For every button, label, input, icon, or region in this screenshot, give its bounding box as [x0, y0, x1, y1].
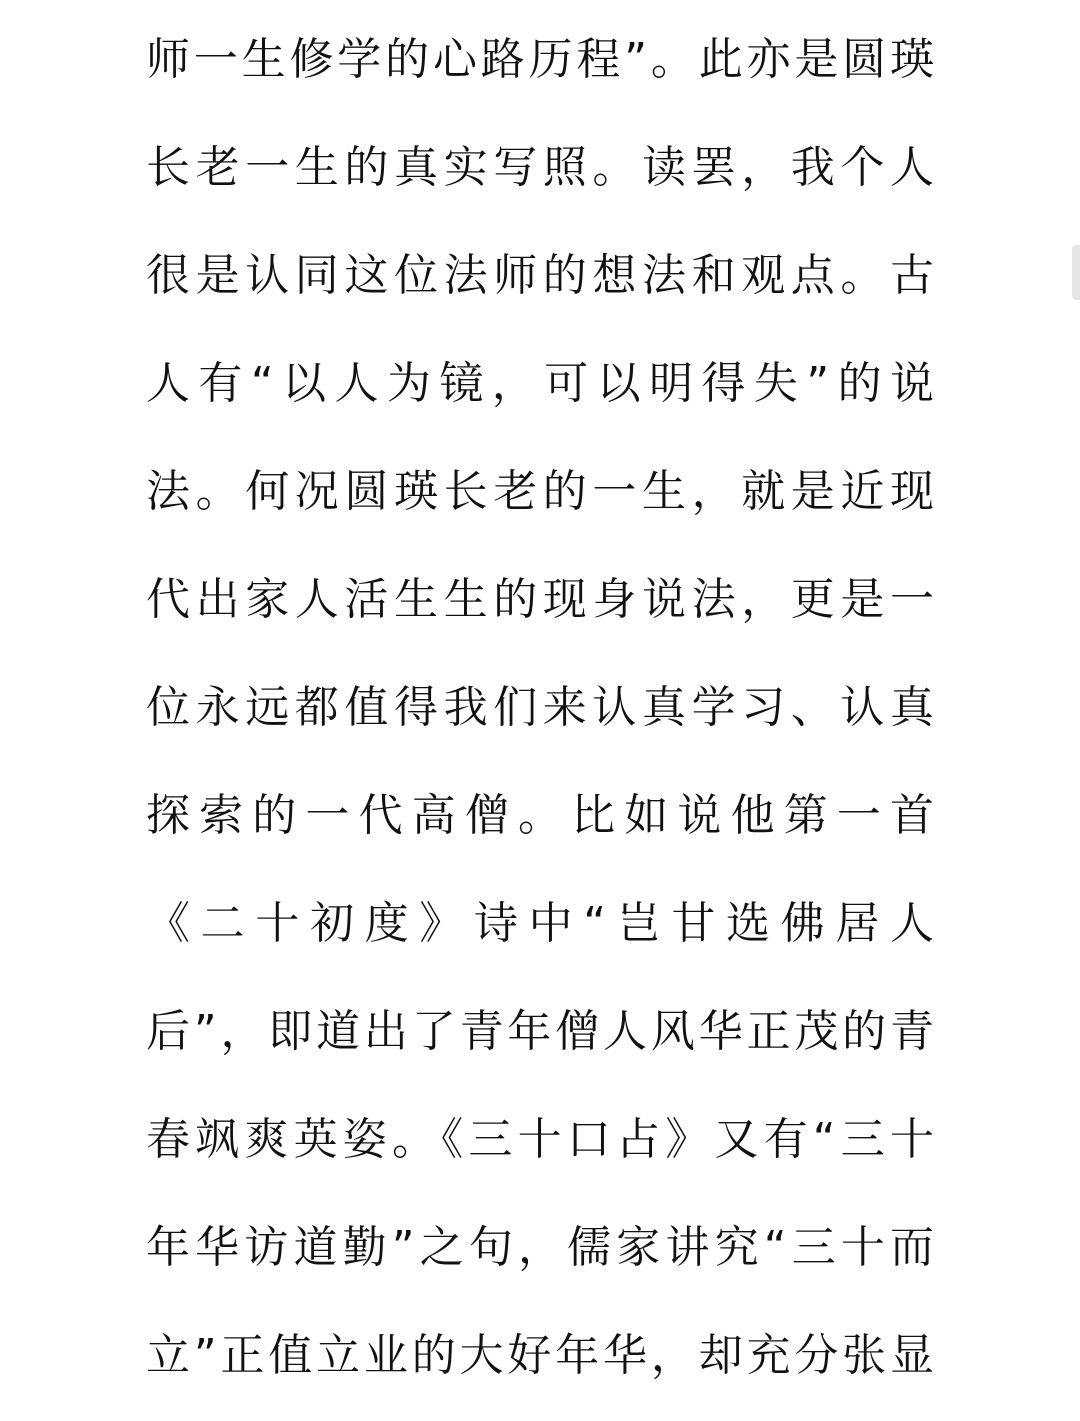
paragraph-line: 后”，即道出了青年僧人风华正茂的青	[146, 1006, 934, 1057]
paragraph-line: 年华访道勤”之句，儒家讲究“三十而	[146, 1222, 934, 1273]
paragraph-line: 代出家人活生生的现身说法，更是一	[146, 574, 934, 625]
paragraph-line: 法。何况圆瑛长老的一生，就是近现	[146, 466, 934, 517]
paragraph-line: 人有“以人为镜，可以明得失”的说	[146, 358, 934, 409]
paragraph-line: 探索的一代高僧。比如说他第一首	[146, 790, 934, 841]
paragraph-line: 位永远都值得我们来认真学习、认真	[146, 682, 934, 733]
scrollbar-thumb[interactable]	[1072, 245, 1080, 300]
paragraph-line: 长老一生的真实写照。读罢，我个人	[146, 142, 934, 193]
paragraph-line: 师一生修学的心路历程”。此亦是圆瑛	[146, 34, 934, 85]
paragraph-line: 《二十初度》诗中“岂甘选佛居人	[146, 898, 934, 949]
paragraph-line: 春飒爽英姿。《三十口占》又有“三十	[146, 1114, 934, 1165]
paragraph-line: 很是认同这位法师的想法和观点。古	[146, 250, 934, 301]
paragraph-line: 立”正值立业的大好年华，却充分张显	[146, 1330, 934, 1381]
